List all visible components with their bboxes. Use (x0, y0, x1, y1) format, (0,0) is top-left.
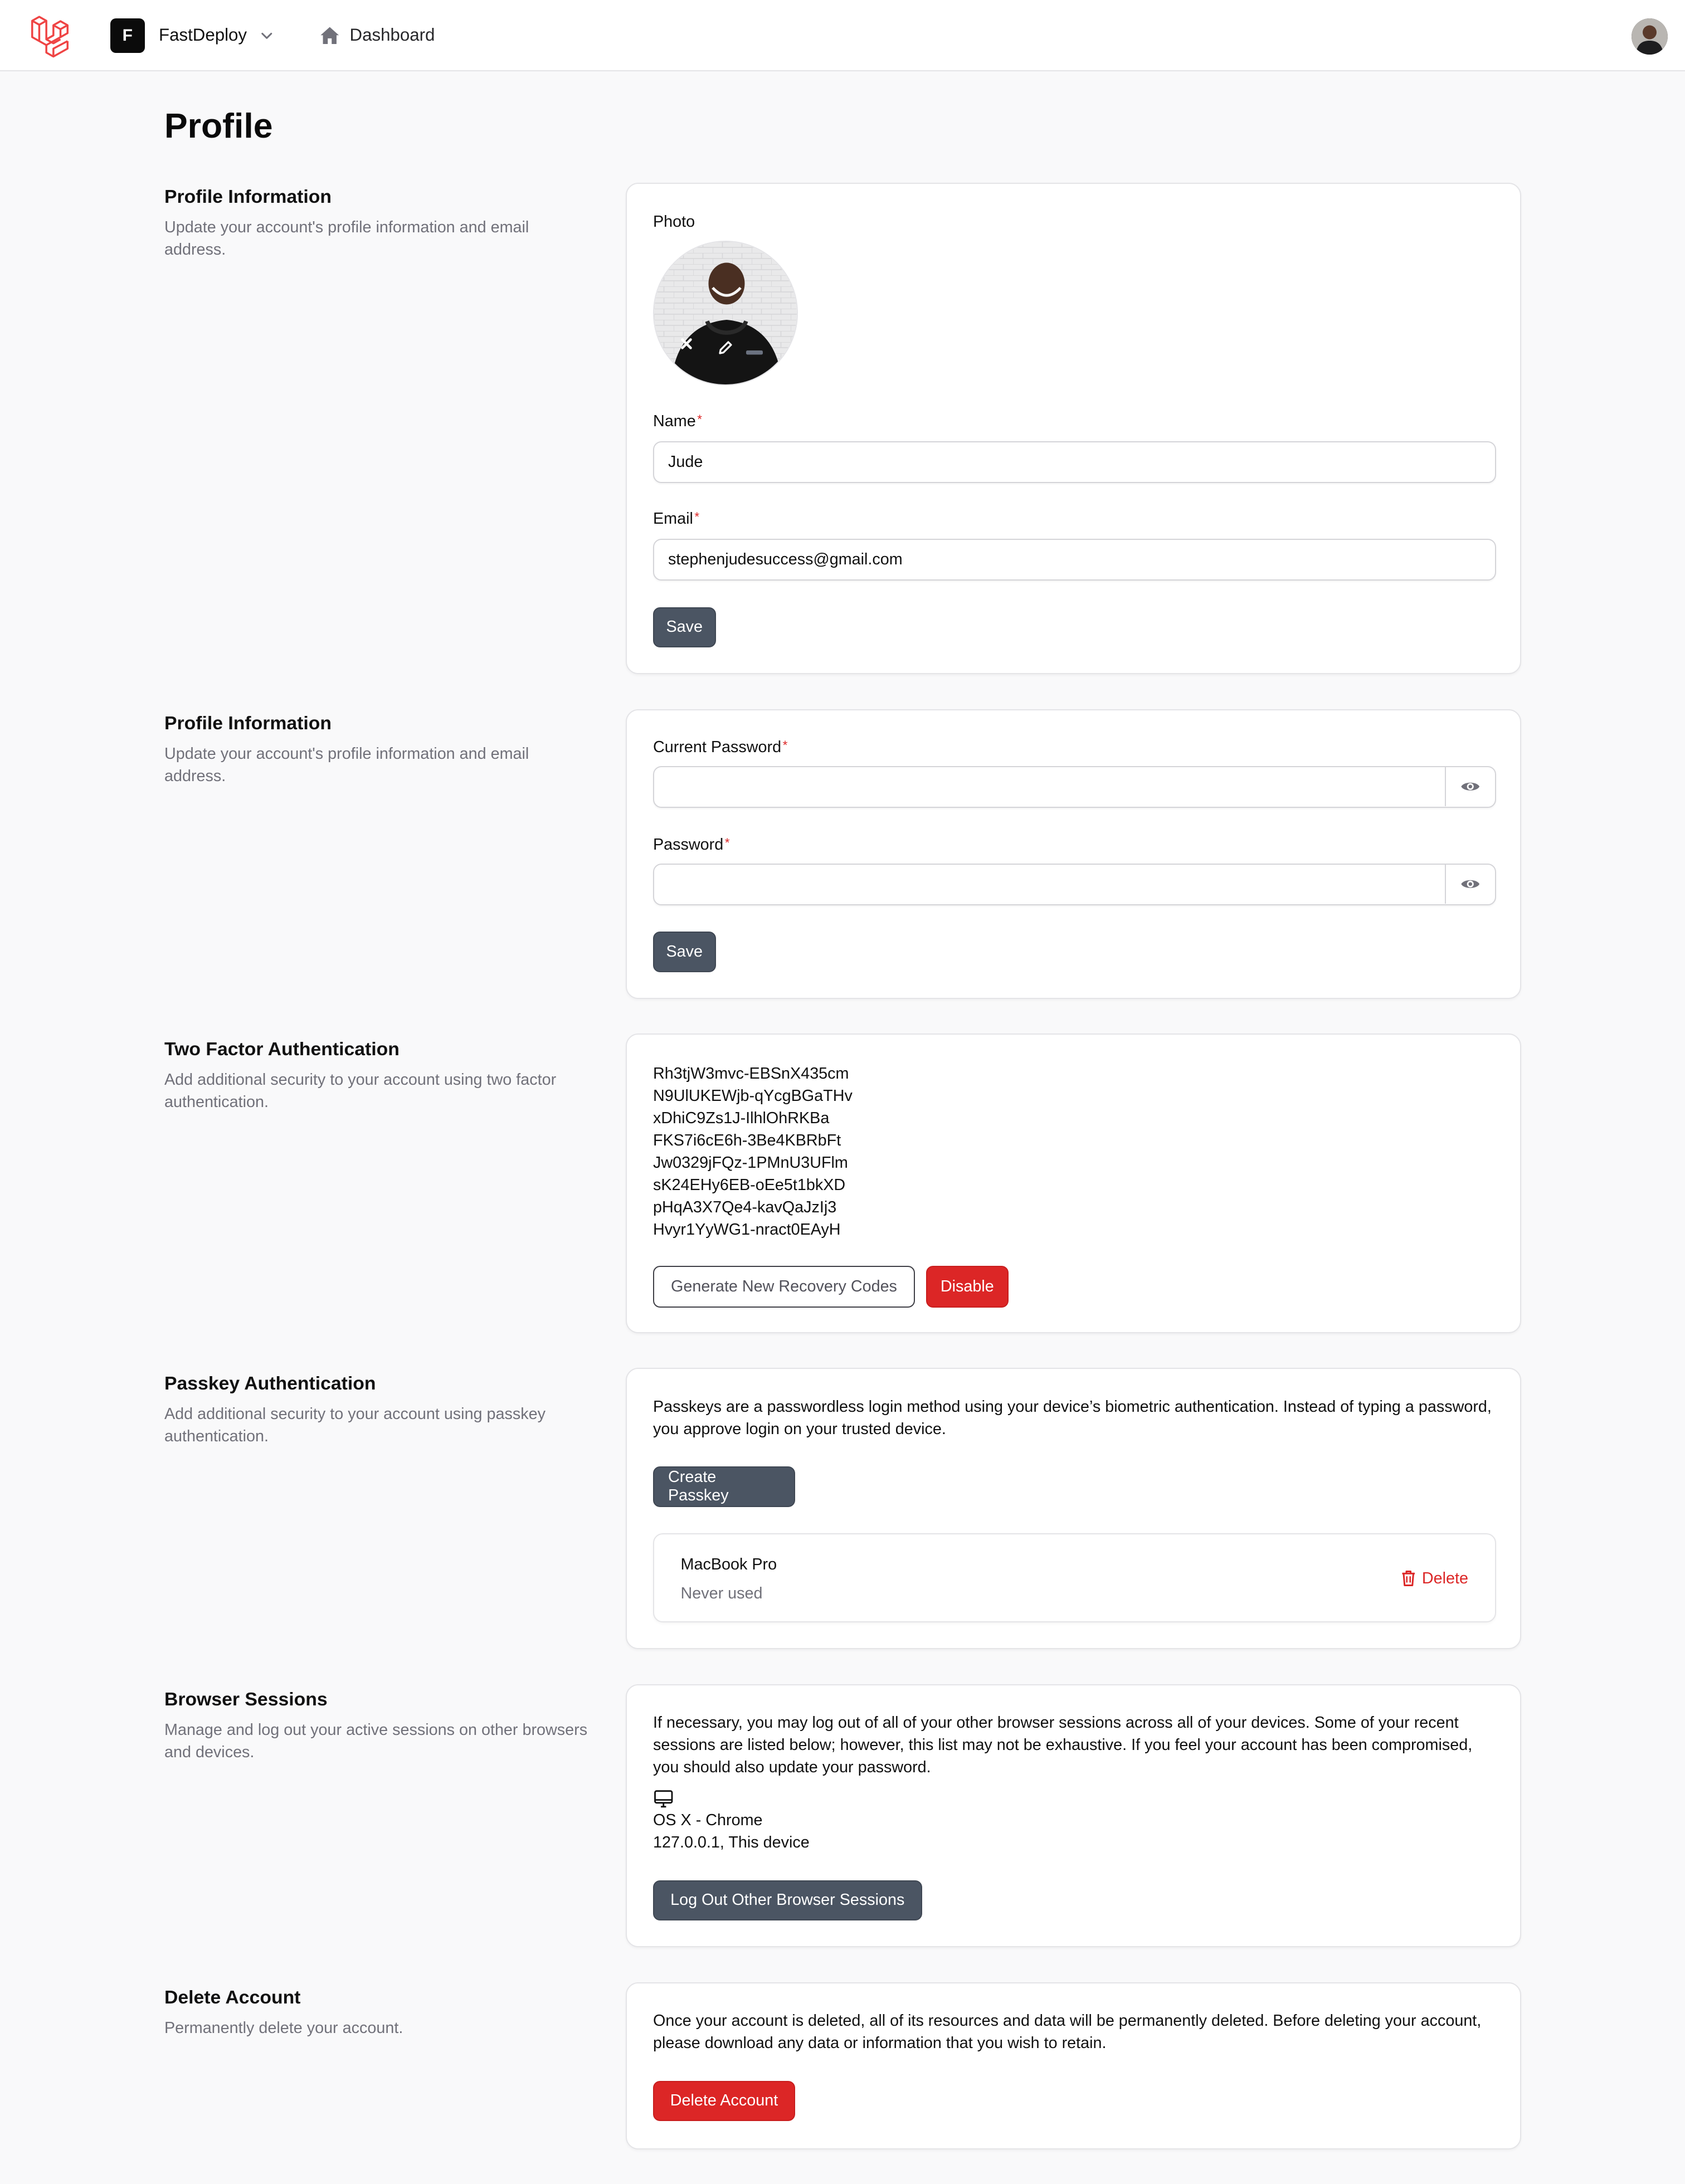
delete-account-button[interactable]: Delete Account (653, 2081, 795, 2122)
recovery-code: Jw0329jFQz-1PMnU3UFlm (653, 1154, 848, 1172)
email-input[interactable] (653, 539, 1496, 581)
password-input[interactable] (653, 864, 1496, 905)
name-input[interactable] (653, 441, 1496, 483)
nav-dashboard-link[interactable]: Dashboard (349, 25, 435, 45)
email-input-value: stephenjudesuccess@gmail.com (668, 550, 903, 568)
recovery-codes-list (653, 1062, 853, 1241)
toggle-password-visibility[interactable] (1445, 865, 1495, 904)
passkey-card (626, 1368, 1522, 1649)
section-description: Manage and log out your active sessions on other browsers and devices. (164, 1721, 588, 1761)
home-icon[interactable] (319, 25, 340, 46)
recovery-code: xDhiC9Zs1J-IlhlOhRKBa (653, 1109, 830, 1127)
photo-label: Photo (653, 213, 695, 231)
profile-photo[interactable] (653, 241, 798, 386)
section-title: Two Factor Authentication (164, 1038, 400, 1060)
toggle-current-password-visibility[interactable] (1445, 767, 1495, 806)
recovery-code: pHqA3X7Qe4-kavQaJzIj3 (653, 1198, 837, 1216)
recovery-code: FKS7i6cE6h-3Be4KBRbFt (653, 1132, 841, 1149)
email-label: Email * (653, 509, 700, 528)
passkey-description: Passkeys are a passwordless login method using your device’s biometric authentication. Instead of typing a password, you approve login on your trusted device. (653, 1397, 1492, 1438)
recovery-code: Rh3tjW3mvc-EBSnX435cm (653, 1065, 849, 1083)
section-description: Update your account's profile information and email address. (164, 744, 529, 785)
profile-photo-image (654, 242, 798, 386)
team-switcher-label[interactable]: FastDeploy (159, 25, 247, 45)
section-title: Profile Information (164, 712, 332, 734)
password-heading (164, 712, 590, 787)
passkey-heading (164, 1372, 590, 1447)
delete-passkey-label: Delete (1421, 1569, 1468, 1587)
chevron-down-icon[interactable] (259, 28, 275, 43)
section-description: Add additional security to your account using passkey authentication. (164, 1405, 546, 1445)
browser-sessions-description: If necessary, you may log out of all of your other browser sessions across all of your devices. Some of your recent sessions are listed below; however, this list may not be exhaustive. If you feel your account has been compromised, you should also update your password. (653, 1714, 1473, 1776)
create-passkey-button[interactable]: Create Passkey (653, 1466, 795, 1507)
passkey-list-item (653, 1533, 1496, 1622)
section-description: Add additional security to your account using two factor authentication. (164, 1070, 557, 1111)
top-bar (0, 0, 1685, 71)
section-title: Delete Account (164, 1987, 301, 2008)
disable-two-factor-button[interactable]: Disable (926, 1266, 1009, 1308)
recovery-code: Hvyr1YyWG1-nract0EAyH (653, 1221, 841, 1239)
browser-sessions-heading (164, 1688, 590, 1763)
profile-info-heading (164, 186, 590, 261)
eye-icon (1460, 776, 1481, 797)
section-description: Permanently delete your account. (164, 2019, 403, 2037)
current-password-label: Current Password * (653, 738, 788, 756)
page-title: Profile (164, 106, 273, 145)
recovery-code: sK24EHy6EB-oEe5t1bkXD (653, 1176, 846, 1194)
passkey-last-used: Never used (680, 1585, 763, 1602)
two-factor-card (626, 1034, 1522, 1333)
name-input-value: Jude (668, 453, 703, 471)
section-title: Passkey Authentication (164, 1372, 376, 1394)
session-detail: 127.0.0.1, This device (653, 1834, 810, 1851)
passkey-name: MacBook Pro (680, 1555, 777, 1573)
save-password-button[interactable]: Save (653, 932, 716, 972)
name-label: Name * (653, 412, 702, 430)
session-platform: OS X - Chrome (653, 1811, 763, 1829)
delete-account-heading (164, 1986, 590, 2039)
section-title: Profile Information (164, 186, 332, 207)
recovery-code: N9UlUKEWjb-qYcgBGaTHv (653, 1087, 853, 1105)
profile-info-card (626, 183, 1522, 675)
current-password-input[interactable] (653, 766, 1496, 808)
save-profile-button[interactable]: Save (653, 607, 716, 648)
trash-icon (1401, 1570, 1416, 1587)
delete-account-card (626, 1982, 1522, 2149)
laravel-logo-icon[interactable] (30, 13, 76, 59)
section-title: Browser Sessions (164, 1689, 328, 1710)
password-label: Password * (653, 835, 730, 854)
delete-passkey-button[interactable] (1401, 1569, 1468, 1588)
generate-recovery-codes-button[interactable]: Generate New Recovery Codes (653, 1266, 915, 1308)
section-description: Update your account's profile information and email address. (164, 218, 529, 259)
remove-photo-icon[interactable] (678, 335, 695, 352)
browser-sessions-card (626, 1684, 1522, 1948)
eye-icon (1460, 874, 1481, 895)
two-factor-heading (164, 1038, 590, 1113)
desktop-icon (653, 1788, 674, 1810)
password-card (626, 709, 1522, 999)
team-avatar[interactable]: F (110, 18, 145, 53)
user-avatar-image (1632, 18, 1668, 55)
edit-photo-icon[interactable] (717, 339, 734, 356)
logout-other-sessions-button[interactable]: Log Out Other Browser Sessions (653, 1880, 922, 1921)
user-avatar[interactable] (1632, 18, 1668, 55)
delete-account-description: Once your account is deleted, all of its resources and data will be permanently deleted. Before deleting your account, please download any data or information that you wish to retain. (653, 2012, 1482, 2052)
